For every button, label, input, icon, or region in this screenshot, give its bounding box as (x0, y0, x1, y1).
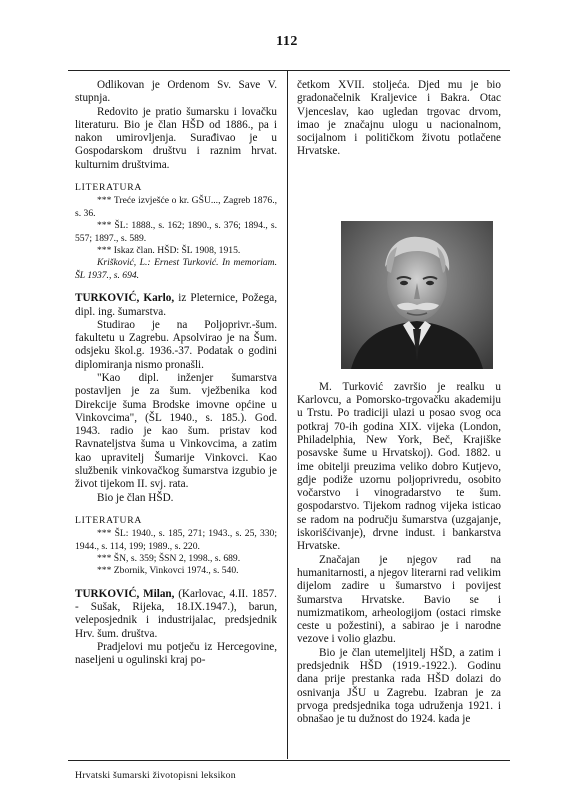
entry-description: iz Pleternice, Požega, dipl. ing. šumarstva. (75, 292, 278, 318)
paragraph: Pradjelovi mu potječu iz Hercegovine, naseljeni u ogulinski kraj po- (75, 641, 277, 667)
literature-list (75, 195, 277, 282)
literature-heading: LITERATURA (75, 182, 143, 194)
literature-item: *** ŠL: 1888., s. 162; 1890., s. 376; 1894., s. 557; 1897., s. 589. (75, 220, 277, 244)
literature-heading: LITERATURA (75, 514, 143, 526)
literature-item: *** Treće izvješće o kr. GŠU..., Zagreb 1876., s. 36. (75, 195, 277, 219)
paragraph: Bio je član HŠD. (97, 491, 174, 504)
right-column (297, 79, 501, 727)
paragraph: Odlikovan je Ordenom Sv. Save V. stupnja. (75, 79, 277, 105)
entry-description: (Karlovac, 4.II. 1857. - Sušak, Rijeka, 18.IX.1947.), barun, veleposjednik i industrijalac, predsjednik Hrv. šum. društva. (75, 587, 277, 640)
paragraph: Redovito je pratio šumarsku i lovačku literaturu. Bio je član HŠD od 1886., pa i nakon umirovljenja. Surađivao je u Gospodarskom društvu i raznim hrvat. kulturnim društvima. (75, 105, 277, 171)
literature-item: Krišković, L.: Ernest Turković. In memoriam. ŠL 1937., s. 694. (75, 257, 277, 281)
paragraph: Bio je član utemeljitelj HŠD, a zatim i predsjednik HŠD (1919.-1922.). Godinu dana prije prestanka rada HŠD dolazi do osnivanja JŠU u Zagrebu. Izabran je za prvoga predsjednika toga udruženja 1921. i obnašao je tu dužnost do 1924. kada je (297, 646, 501, 726)
portrait-photo (341, 221, 493, 369)
footer-title: Hrvatski šumarski životopisni leksikon (75, 770, 236, 781)
paragraph: M. Turković završio je realku u Karlovcu, a Pomorsko-trgovačku akademiju u Trstu. Po tradiciji ulazi u posao svog oca potkraj 70-ih godina XIX. vijeka (London, Philadelphia, New York, Beč, Krajiške posavske šume u Hrvatskoj). God. 1882. u ime obitelji preuzima veliko dobro Kutjevo, gdje podiže uzornu poljoprivredu, osobito vočarstvo i vinogradarstvo te šum. gospodarstvo. Tijekom radnog vijeka isticao se radom na području šumarstva (uzgajanje, iskorišćivanje), drvne indust. i bankarstva Hrvatske. (297, 380, 501, 553)
entry-heading-milan (75, 588, 277, 641)
footer-rule (68, 760, 510, 761)
left-column (75, 79, 277, 668)
paragraph: Studirao je na Poljoprivr.-šum. fakultetu u Zagrebu. Apsolvirao je na Šum. odsjeku škol.g. 1936.-37. Podatak o godini diplomiranja nismo pronašli. (75, 318, 277, 371)
literature-item: *** ŠN, s. 359; ŠSN 2, 1998., s. 689. (97, 553, 241, 565)
paragraph: "Kao dipl. inženjer šumarstva postavljen je za šum. vježbenika kod Direkcije šuma Brodske imovne općine u Vinkovcima", (ŠL 1940., s. 185.). God. 1943. radio je kao šum. pristav kod Ravnateljstva šuma u Vinkovcima, a zatim kao upravitelj Šumarije Vinkovci. Kao službenik vinkovačkog šumarstva izgubio je život tijekom II. svj. rata. (75, 372, 277, 491)
entry-name: TURKOVIĆ, Milan, (75, 587, 175, 600)
literature-list (75, 528, 277, 578)
entry-name: TURKOVIĆ, Karlo, (75, 292, 175, 305)
column-divider (287, 71, 288, 759)
literature-item: *** ŠL: 1940., s. 185, 271; 1943., s. 25, 330; 1944., s. 114, 199; 1989., s. 220. (75, 528, 277, 552)
paragraph: Značajan je njegov rad na humanitarnosti, a njegov literarni rad velikim dijelom zadire u šumarstvo i povijest šumarstva Hrvatske. Bavio se i numizmatikom, arheologijom (ostaci rimske ceste u požestini), a sabirao je i narodne vezove i volio glazbu. (297, 553, 501, 646)
literature-item: *** Zbornik, Vinkovci 1974., s. 540. (97, 565, 239, 577)
entry-heading-karlo (75, 292, 277, 319)
page-number: 112 (276, 34, 298, 49)
paragraph: četkom XVII. stoljeća. Djed mu je bio gradonačelnik Kraljevice i Bakra. Otac Vjenceslav, kao ugledan trgovac drvom, imao je značajnu ulogu u nacionalnom, socijalnom i političkom životu potlačene Hrvatske. (297, 79, 501, 158)
literature-item: *** Iskaz član. HŠD: ŠL 1908, 1915. (97, 245, 241, 256)
header-rule (68, 70, 510, 71)
